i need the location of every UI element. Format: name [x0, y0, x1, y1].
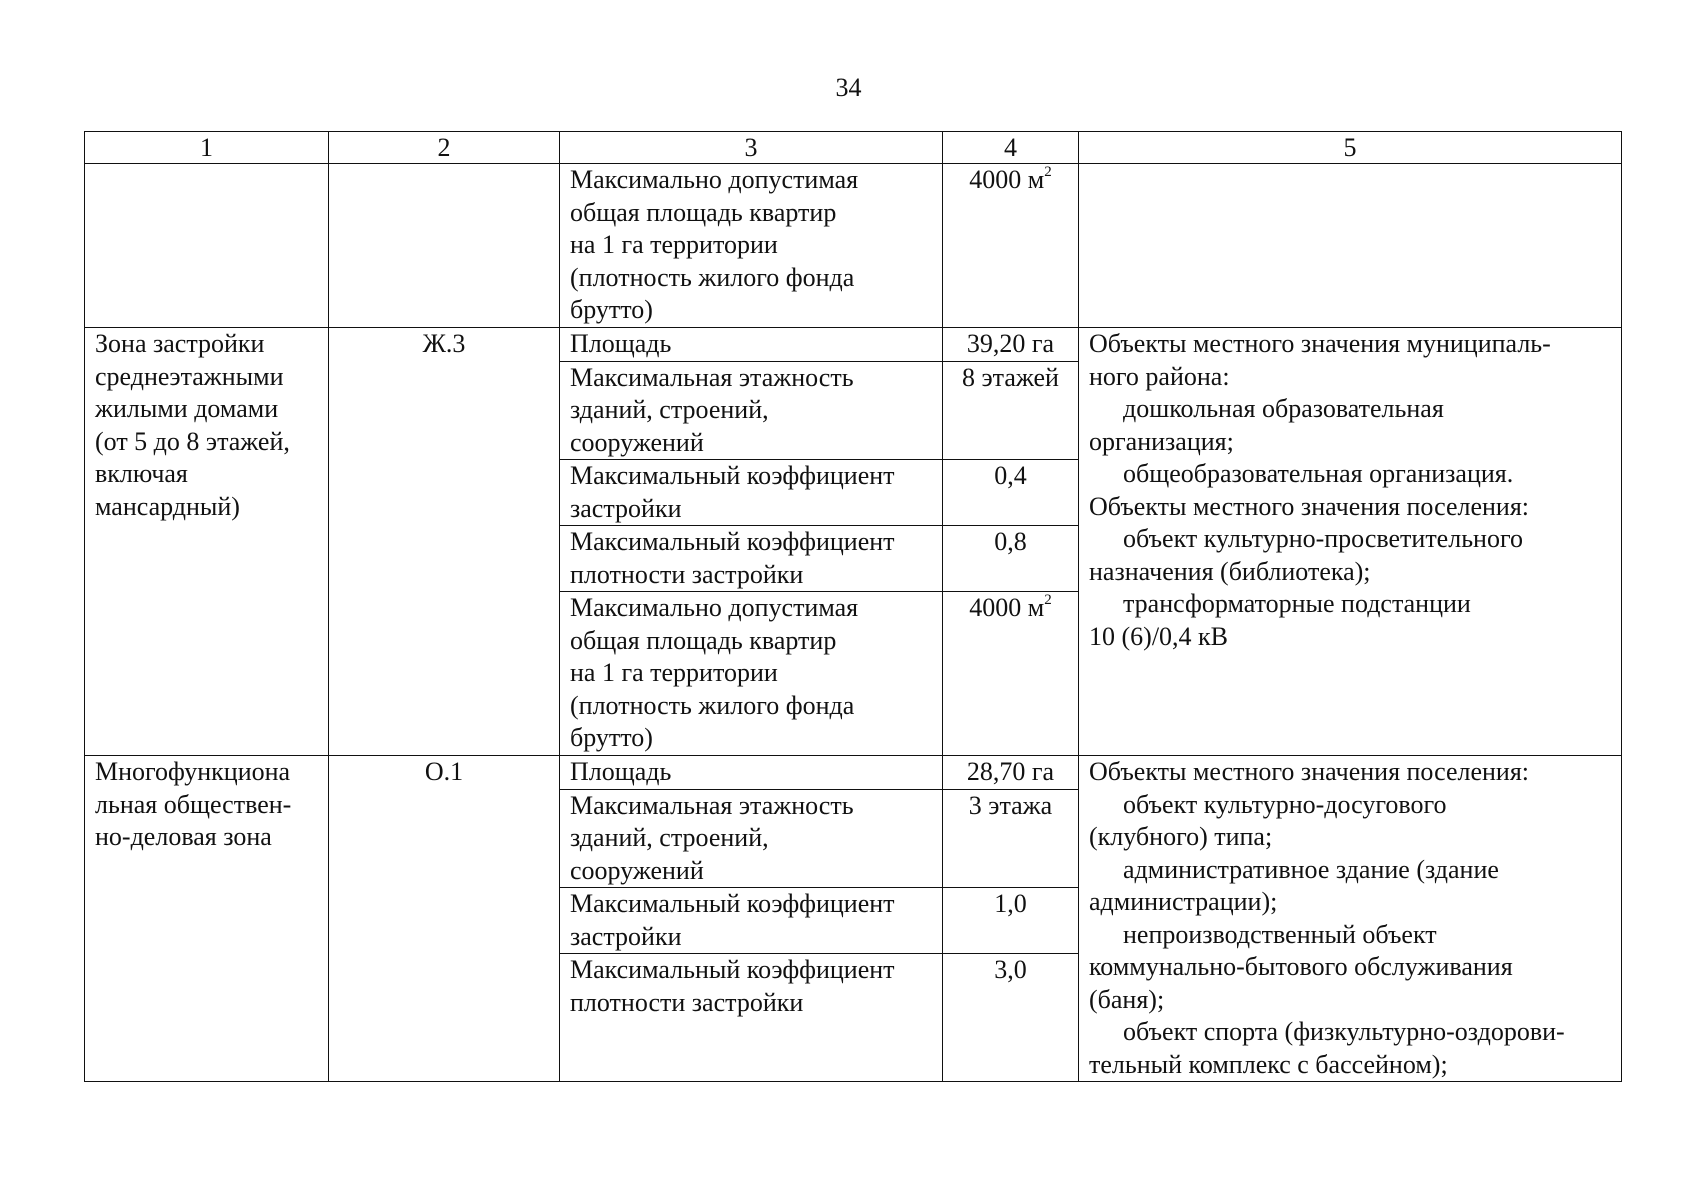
- param-label-cell: [560, 328, 943, 362]
- param-line: зданий, строений,: [570, 395, 769, 424]
- param-label-cell: [560, 526, 943, 592]
- objects-line: административное здание (здание: [1123, 854, 1499, 884]
- zone-o1-name: [85, 756, 329, 1082]
- param-line: (плотность жилого фонда: [570, 262, 855, 292]
- continued-objects-cell: [1079, 164, 1622, 328]
- param-line: Максимальный коэффициент: [570, 955, 895, 984]
- param-label-cell: [560, 789, 943, 888]
- unit-superscript: 2: [1044, 592, 1052, 609]
- zone-zh3-name: [85, 328, 329, 756]
- zone-name-line: льная обществен-: [95, 789, 292, 819]
- zone-o1-objects: [1079, 756, 1622, 1082]
- continued-name-cell: [85, 164, 329, 328]
- header-row: [85, 132, 1622, 164]
- param-line: на 1 га территории: [570, 658, 778, 687]
- param-line: на 1 га территории: [570, 230, 778, 259]
- param-line: общая площадь квартир: [570, 197, 837, 227]
- zones-table: [84, 131, 1622, 1082]
- param-line: застройки: [570, 921, 682, 951]
- param-line: Максимальный коэффициент: [570, 889, 895, 918]
- zone-name-line: но-деловая зона: [95, 822, 272, 851]
- zone-name-line: Многофункциона: [95, 757, 291, 786]
- param-line: Максимальный коэффициент: [570, 527, 895, 556]
- continued-code-cell: [329, 164, 560, 328]
- param-label-cell: [560, 888, 943, 954]
- objects-line: 10 (6)/0,4 кВ: [1089, 621, 1229, 651]
- param-line: Максимально допустимая: [570, 165, 859, 194]
- objects-line: Объекты местного значения поселения:: [1089, 757, 1530, 786]
- objects-line: коммунально-бытового обслуживания: [1089, 952, 1513, 981]
- zone-zh3-row-area: [85, 328, 1622, 362]
- param-line: плотности застройки: [570, 987, 804, 1017]
- param-value-cell: 8 этажей: [943, 361, 1079, 460]
- zone-name-line: (от 5 до 8 этажей,: [95, 426, 290, 456]
- param-line: застройки: [570, 493, 682, 523]
- param-line: зданий, строений,: [570, 823, 769, 852]
- param-label-cell: [560, 954, 943, 1082]
- objects-line: назначения (библиотека);: [1089, 556, 1371, 586]
- param-value-cell: 0,8: [943, 526, 1079, 592]
- param-value-cell: 39,20 га: [943, 328, 1079, 362]
- param-line: Максимальная этажность: [570, 790, 854, 820]
- param-label-cell: [560, 361, 943, 460]
- param-label-cell: [560, 460, 943, 526]
- param-line: сооружений: [570, 855, 704, 885]
- param-line: Площадь: [570, 757, 672, 786]
- column-header-2: 2: [329, 132, 560, 164]
- param-line: (плотность жилого фонда: [570, 690, 855, 720]
- objects-line: ного района:: [1089, 361, 1230, 391]
- continued-row: [85, 164, 1622, 328]
- param-value-cell: 1,0: [943, 888, 1079, 954]
- param-line: брутто): [570, 295, 653, 324]
- objects-line: Объекты местного значения поселения:: [1089, 491, 1530, 521]
- column-header-3: 3: [560, 132, 943, 164]
- param-value-cell: 3,0: [943, 954, 1079, 1082]
- objects-line: (клубного) типа;: [1089, 822, 1273, 851]
- column-header-4: 4: [943, 132, 1079, 164]
- param-value: 4000 м: [969, 593, 1045, 622]
- objects-line: непроизводственный объект: [1123, 919, 1437, 949]
- unit-superscript: 2: [1044, 164, 1052, 181]
- param-value: 4000 м: [969, 165, 1045, 194]
- param-value-cell: 3 этажа: [943, 789, 1079, 888]
- zone-name-line: среднеэтажными: [95, 361, 284, 391]
- zone-zh3-code: Ж.3: [329, 328, 560, 756]
- param-value-cell: 28,70 га: [943, 756, 1079, 790]
- param-line: Площадь: [570, 329, 672, 358]
- zone-name-line: мансардный): [95, 491, 240, 521]
- param-value-cell: 0,4: [943, 460, 1079, 526]
- param-line: Максимально допустимая: [570, 593, 859, 622]
- column-header-1: 1: [85, 132, 329, 164]
- zone-name-line: жилыми домами: [95, 394, 279, 423]
- param-label-cell: [560, 756, 943, 790]
- param-line: Максимальная этажность: [570, 362, 854, 392]
- objects-line: тельный комплекс с бассейном);: [1089, 1049, 1448, 1079]
- objects-line: администрации);: [1089, 887, 1278, 916]
- zone-zh3-objects: [1079, 328, 1622, 756]
- param-line: Максимальный коэффициент: [570, 461, 895, 490]
- param-line: общая площадь квартир: [570, 625, 837, 655]
- param-label-cell: [560, 592, 943, 756]
- objects-line: (баня);: [1089, 984, 1165, 1014]
- zone-o1-code: О.1: [329, 756, 560, 1082]
- zone-name-line: Зона застройки: [95, 329, 265, 358]
- zone-name-line: включая: [95, 459, 188, 488]
- objects-line: организация;: [1089, 426, 1234, 456]
- continued-param-cell: [560, 164, 943, 328]
- continued-value-cell: [943, 164, 1079, 328]
- objects-line: объект спорта (физкультурно-оздорови-: [1123, 1017, 1565, 1046]
- zone-o1-row-area: [85, 756, 1622, 790]
- objects-line: трансформаторные подстанции: [1123, 589, 1471, 618]
- param-line: брутто): [570, 723, 653, 752]
- param-value-cell: [943, 592, 1079, 756]
- param-line: сооружений: [570, 427, 704, 457]
- objects-line: дошкольная образовательная: [1123, 394, 1444, 423]
- objects-line: общеобразовательная организация.: [1123, 459, 1514, 488]
- column-header-5: 5: [1079, 132, 1622, 164]
- objects-line: Объекты местного значения муниципаль-: [1089, 329, 1551, 358]
- objects-line: объект культурно-просветительного: [1123, 524, 1523, 553]
- objects-line: объект культурно-досугового: [1123, 789, 1447, 819]
- param-line: плотности застройки: [570, 559, 804, 589]
- page-number: 34: [835, 73, 862, 102]
